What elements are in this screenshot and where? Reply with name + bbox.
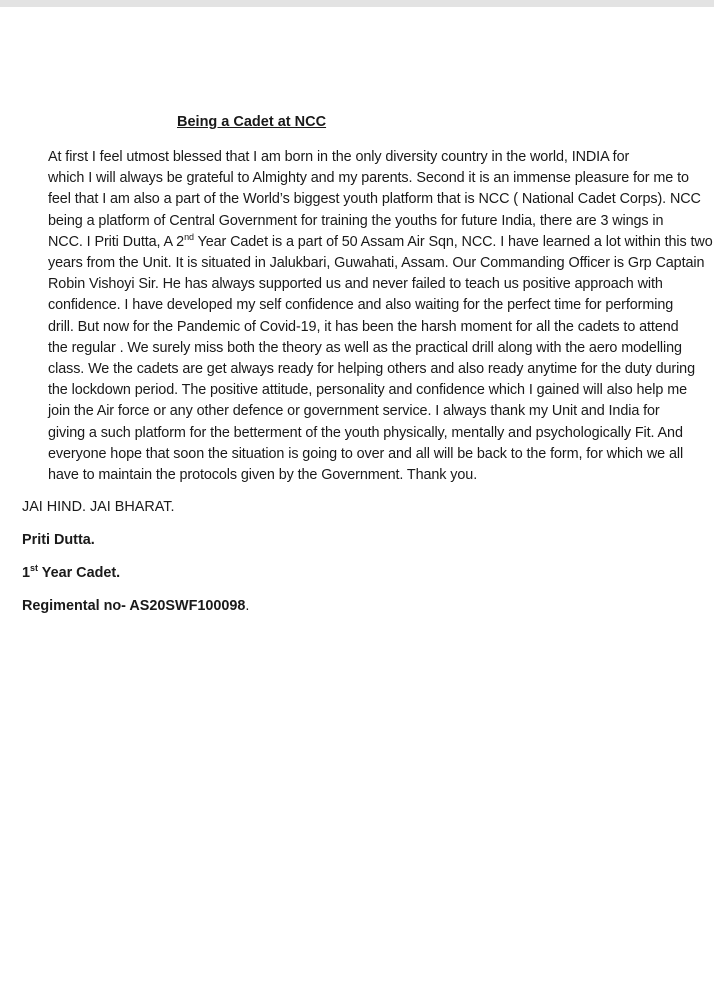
cadet-year (22, 565, 120, 581)
body-paragraph (22, 147, 713, 486)
signature-name: Priti Dutta. (22, 532, 95, 548)
ordinal-superscript: nd (184, 232, 194, 243)
cadet-year-text: Year Cadet. (38, 565, 121, 581)
body-line: the regular . We surely miss both the theory as well as the practical drill along with the aero modelling (48, 339, 682, 356)
regimental-number-text: Regimental no- AS20SWF100098 (22, 598, 246, 614)
body-line: class. We the cadets are get always ready for helping others and also ready anytime for the duty during (48, 361, 695, 378)
body-line: drill. But now for the Pandemic of Covid-19, it has been the harsh moment for all the cadets to attend (48, 318, 679, 335)
body-line: At first I feel utmost blessed that I am born in the only diversity country in the world, INDIA for (48, 149, 630, 165)
body-line: feel that I am also a part of the World’s biggest youth platform that is NCC ( National Cadet Corps). NCC (48, 191, 701, 208)
cadet-year-number: 1 (22, 565, 31, 581)
body-line: confidence. I have developed my self confidence and also waiting for the perfect time for performing (48, 297, 674, 314)
body-line-part: Year Cadet is a part of 50 Assam Air Sqn, NCC. I have learned a lot within this two (193, 233, 713, 250)
body-line: years from the Unit. It is situated in Jalukbari, Guwahati, Assam. Our Commanding Officer is Grp Captain (48, 255, 705, 272)
body-line-part: NCC. I Priti Dutta, A 2 (48, 233, 185, 250)
document-title: Being a Cadet at NCC (177, 114, 327, 130)
body-line: Robin Vishoyi Sir. He has always supported us and never failed to teach us positive approach with (48, 276, 663, 293)
regimental-number-period: . (245, 598, 250, 614)
body-line: everyone hope that soon the situation is going to over and all will be back to the form, for which we all (48, 445, 684, 462)
body-line: being a platform of Central Government for training the youths for future India, there are 3 wings in (48, 212, 664, 229)
regimental-number (22, 598, 249, 614)
body-line (22, 232, 713, 253)
top-border-strip (0, 0, 714, 7)
ordinal-superscript: st (30, 563, 39, 574)
body-line: which I will always be grateful to Almighty and my parents. Second it is an immense pleasure for me to (48, 170, 689, 187)
body-line: join the Air force or any other defence or government service. I always thank my Unit and India for (48, 403, 660, 420)
body-line: have to maintain the protocols given by the Government. Thank you. (48, 467, 478, 484)
salutation: JAI HIND. JAI BHARAT. (22, 499, 175, 515)
body-line: giving a such platform for the betterment of the youth physically, mentally and psychologically Fit. And (48, 424, 683, 441)
body-line: the lockdown period. The positive attitude, personality and confidence which I gained will also help me (48, 382, 688, 399)
